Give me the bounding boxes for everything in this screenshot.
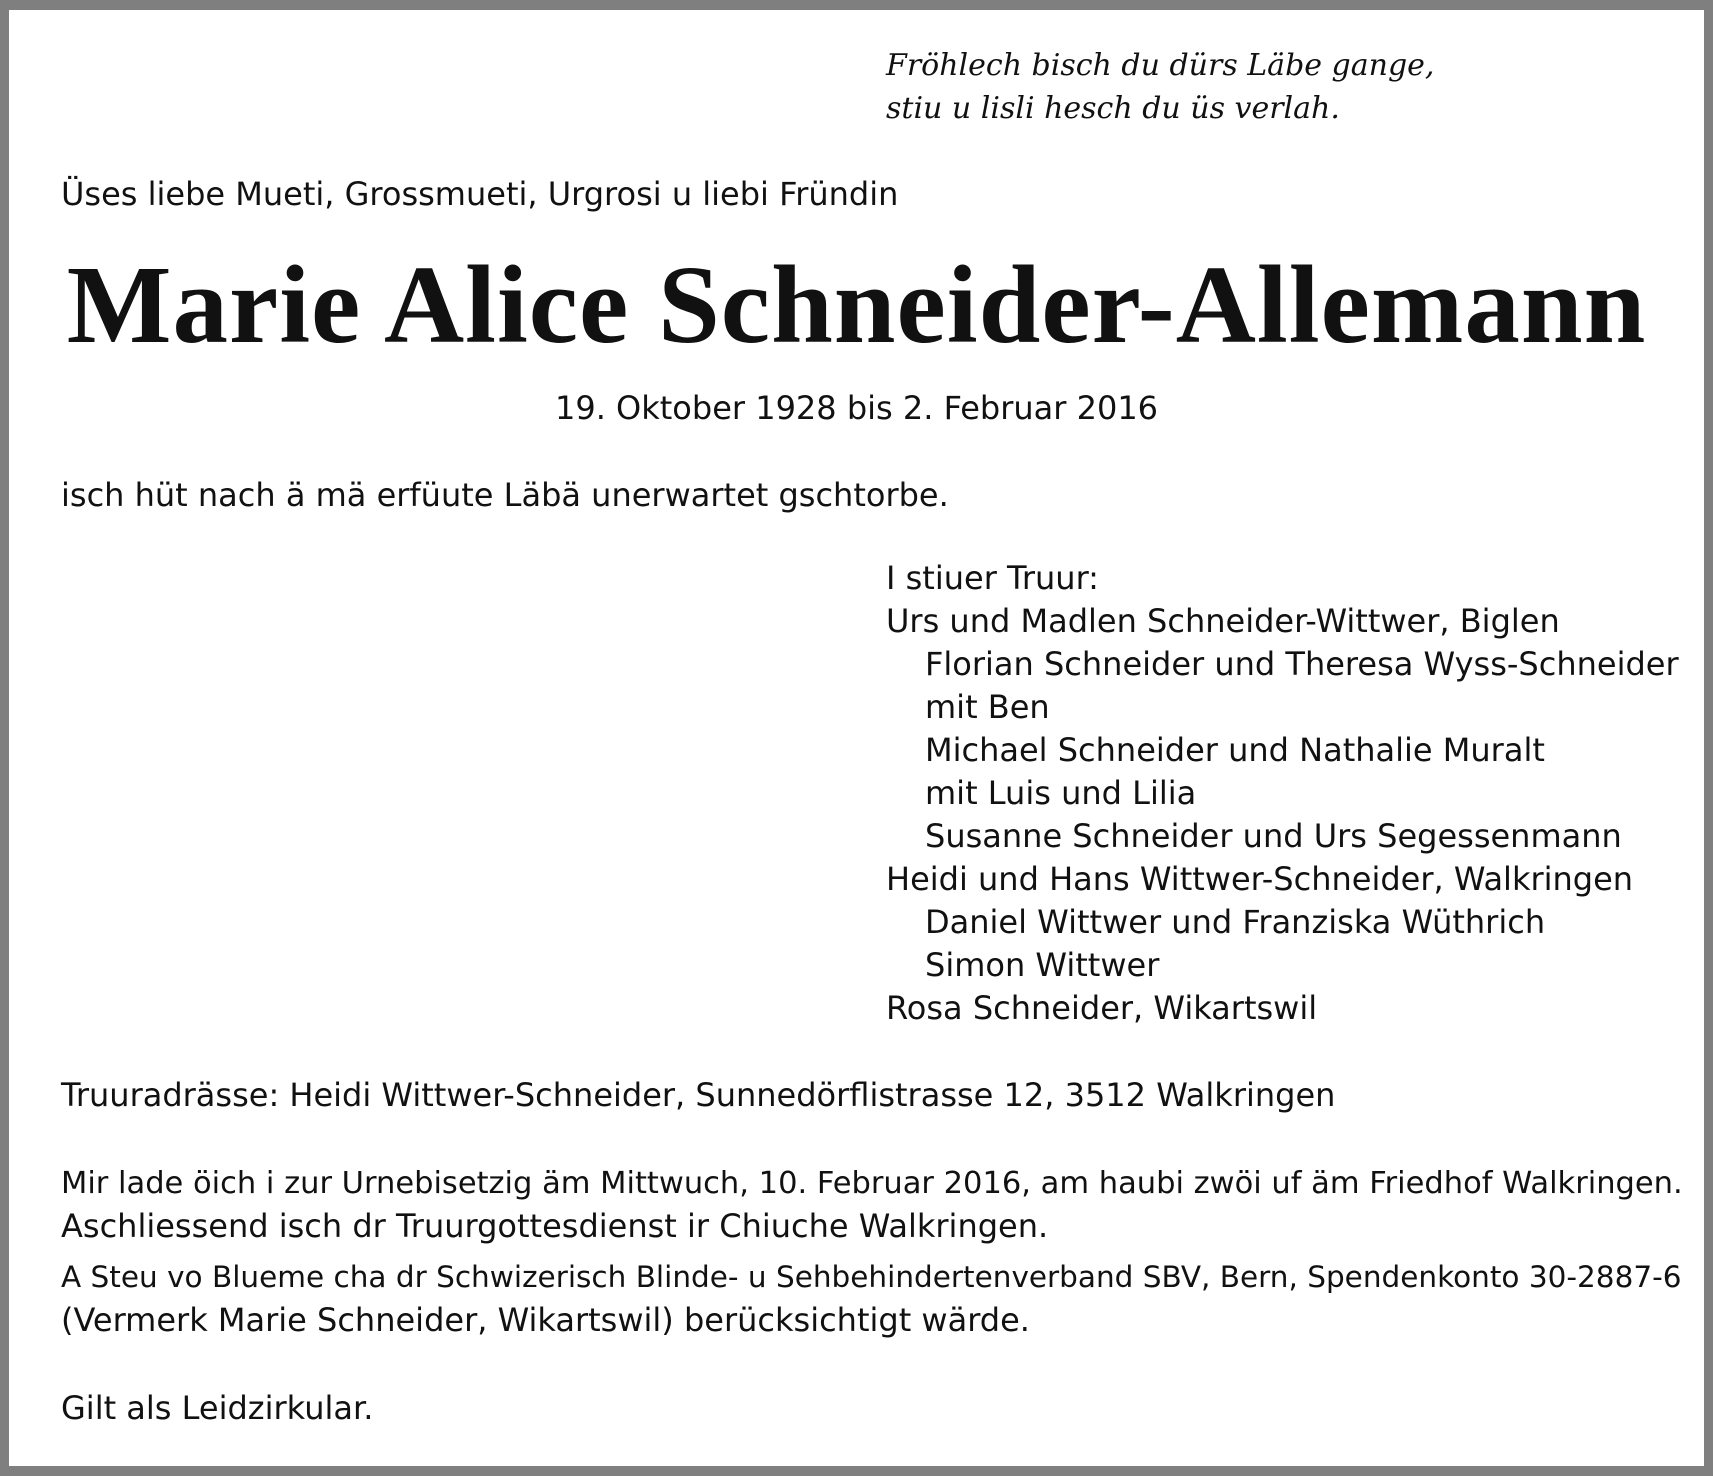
burial-notice [61, 1162, 1681, 1248]
mourner-line: Michael Schneider und Nathalie Muralt [925, 731, 1545, 769]
motto-line-2: stiu u lisli hesch du üs verlah. [886, 91, 1340, 126]
mourner-line: Daniel Wittwer und Franziska Wüthrich [925, 903, 1546, 941]
mourner-line: Florian Schneider und Theresa Wyss-Schneider [925, 645, 1679, 683]
donation-notice [61, 1256, 1681, 1342]
mourner-line: Susanne Schneider und Urs Segessenmann [925, 817, 1622, 855]
motto-verse [886, 44, 1434, 130]
mourner-line: Urs und Madlen Schneider-Wittwer, Biglen [886, 602, 1560, 640]
mourners-list [886, 557, 1679, 1030]
mourner-line: mit Ben [925, 688, 1050, 726]
deceased-name: Marie Alice Schneider-Allemann [66, 244, 1647, 367]
intro-text: Üses liebe Mueti, Grossmueti, Urgrosi u liebi Fründin [61, 175, 899, 213]
mourner-line: Heidi und Hans Wittwer-Schneider, Walkringen [886, 860, 1634, 898]
motto-line-1: Fröhlech bisch du dürs Läbe gange, [886, 48, 1435, 83]
mourners-heading: I stiuer Truur: [886, 559, 1099, 597]
burial-line-1: Mir lade öich i zur Urnebisetzig äm Mittwuch, 10. Februar 2016, am haubi zwöi uf äm Friedhof Walkringen. [61, 1166, 1683, 1201]
burial-line-2: Aschliessend isch dr Truurgottesdienst ir Chiuche Walkringen. [61, 1207, 1049, 1245]
mourner-line: mit Luis und Lilia [925, 774, 1197, 812]
mourning-address: Truuradrässe: Heidi Wittwer-Schneider, Sunnedörflistrasse 12, 3512 Walkringen [61, 1076, 1336, 1114]
passing-statement: isch hüt nach ä mä erfüute Läbä unerwartet gschtorbe. [61, 476, 949, 514]
donation-line-1: A Steu vo Blueme cha dr Schwizerisch Blinde- u Sehbehindertenverband SBV, Bern, Spendenkonto 30-2887-6 [61, 1260, 1682, 1294]
mourner-line: Simon Wittwer [925, 946, 1160, 984]
circular-note: Gilt als Leidzirkular. [61, 1389, 374, 1427]
life-dates: 19. Oktober 1928 bis 2. Februar 2016 [554, 389, 1159, 427]
donation-line-2: (Vermerk Marie Schneider, Wikartswil) berücksichtigt wärde. [61, 1301, 1030, 1339]
mourner-line: Rosa Schneider, Wikartswil [886, 989, 1318, 1027]
